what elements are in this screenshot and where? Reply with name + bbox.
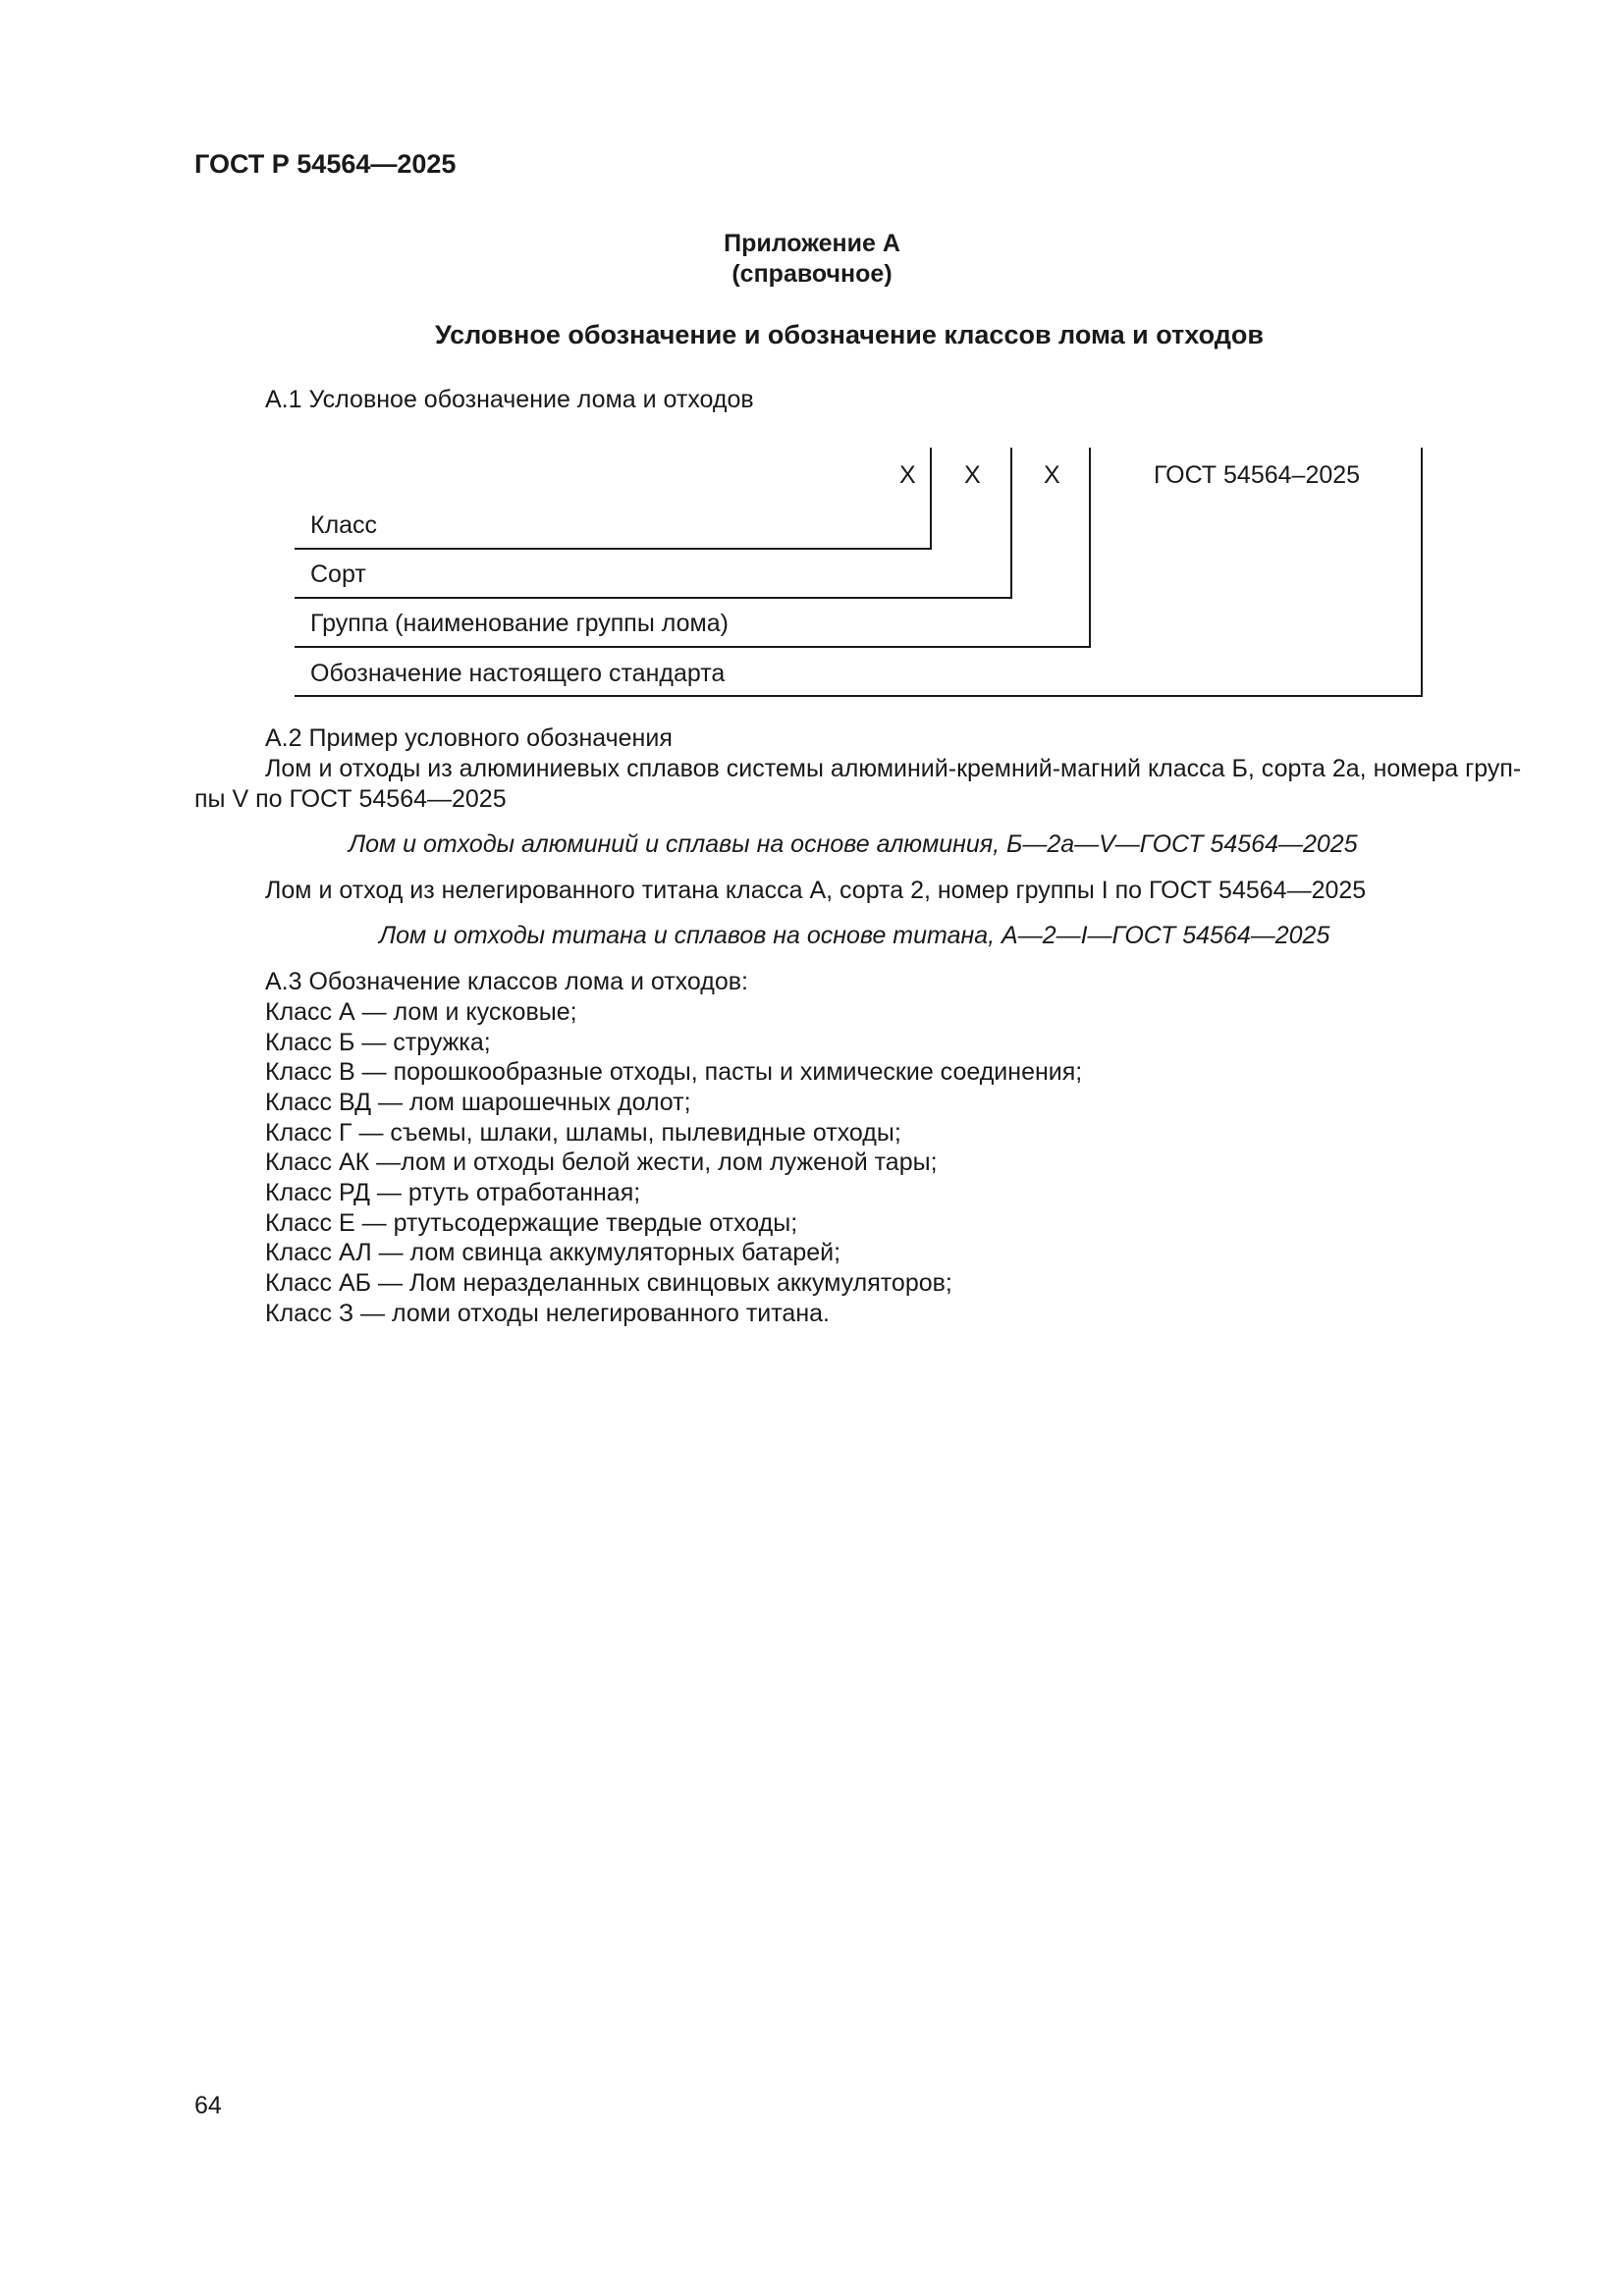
- class-list-item: Класс ВД — лом шарошечных долот;: [265, 1089, 691, 1116]
- class-list-item: Класс АБ — Лом неразделанных свинцовых аккумуляторов;: [265, 1269, 952, 1297]
- appendix-title: Приложение А: [724, 230, 900, 257]
- scheme-vline-grade: [1010, 448, 1012, 599]
- scheme-standard: ГОСТ 54564–2025: [1154, 461, 1361, 489]
- a2-paragraph-1-line-2: пы V по ГОСТ 54564—2025: [194, 785, 507, 813]
- scheme-row-grade: Сорт: [310, 561, 366, 588]
- document-header: ГОСТ Р 54564—2025: [194, 149, 457, 179]
- class-list-item: Класс АЛ — лом свинца аккумуляторных батарей;: [265, 1239, 841, 1266]
- class-list-item: Класс З — ломи отходы нелегированного титана.: [265, 1300, 830, 1327]
- scheme-x-grade: X: [964, 461, 981, 489]
- a2-example-1: Лом и отходы алюминий и сплавы на основе алюминия, Б—2а—V—ГОСТ 54564—2025: [349, 830, 1358, 858]
- scheme-row-standard: Обозначение настоящего стандарта: [310, 660, 726, 687]
- scheme-row-group: Группа (наименование группы лома): [310, 610, 729, 637]
- class-list-item: Класс Г — съемы, шлаки, шламы, пылевидные отходы;: [265, 1119, 901, 1147]
- scheme-hline-class: [295, 548, 932, 550]
- class-list-item: Класс Е — ртутьсодержащие твердые отходы;: [265, 1209, 798, 1237]
- section-heading: Условное обозначение и обозначение классов лома и отходов: [435, 320, 1264, 349]
- a3-heading: А.3 Обозначение классов лома и отходов:: [265, 968, 748, 995]
- appendix-subtitle: (справочное): [731, 260, 893, 288]
- a2-paragraph-1-line-1: Лом и отходы из алюминиевых сплавов системы алюминий-кремний-магний класса Б, сорта 2а, номера груп-: [265, 755, 1522, 782]
- scheme-hline-grade: [295, 597, 1012, 599]
- scheme-hline-group: [295, 646, 1091, 648]
- scheme-vline-class: [930, 448, 932, 550]
- a2-paragraph-2: Лом и отход из нелегированного титана класса А, сорта 2, номер группы I по ГОСТ 54564—2025: [265, 877, 1367, 904]
- class-list-item: Класс РД — ртуть отработанная;: [265, 1179, 641, 1206]
- class-list-item: Класс А — лом и кусковые;: [265, 998, 577, 1026]
- a2-example-2: Лом и отходы титана и сплавов на основе титана, А—2—I—ГОСТ 54564—2025: [379, 922, 1330, 949]
- a2-heading: А.2 Пример условного обозначения: [265, 724, 673, 752]
- scheme-x-class: X: [899, 461, 916, 489]
- scheme-vline-standard: [1421, 448, 1423, 697]
- a1-heading: А.1 Условное обозначение лома и отходов: [265, 386, 754, 413]
- scheme-row-class: Класс: [310, 511, 378, 539]
- class-list-item: Класс В — порошкообразные отходы, пасты и химические соединения;: [265, 1058, 1083, 1086]
- scheme-x-group: X: [1044, 461, 1060, 489]
- class-list-item: Класс АК —лом и отходы белой жести, лом луженой тары;: [265, 1148, 938, 1176]
- scheme-hline-standard: [295, 695, 1423, 697]
- class-list-item: Класс Б — стружка;: [265, 1029, 491, 1056]
- page-number: 64: [194, 2092, 222, 2119]
- scheme-vline-group: [1089, 448, 1091, 648]
